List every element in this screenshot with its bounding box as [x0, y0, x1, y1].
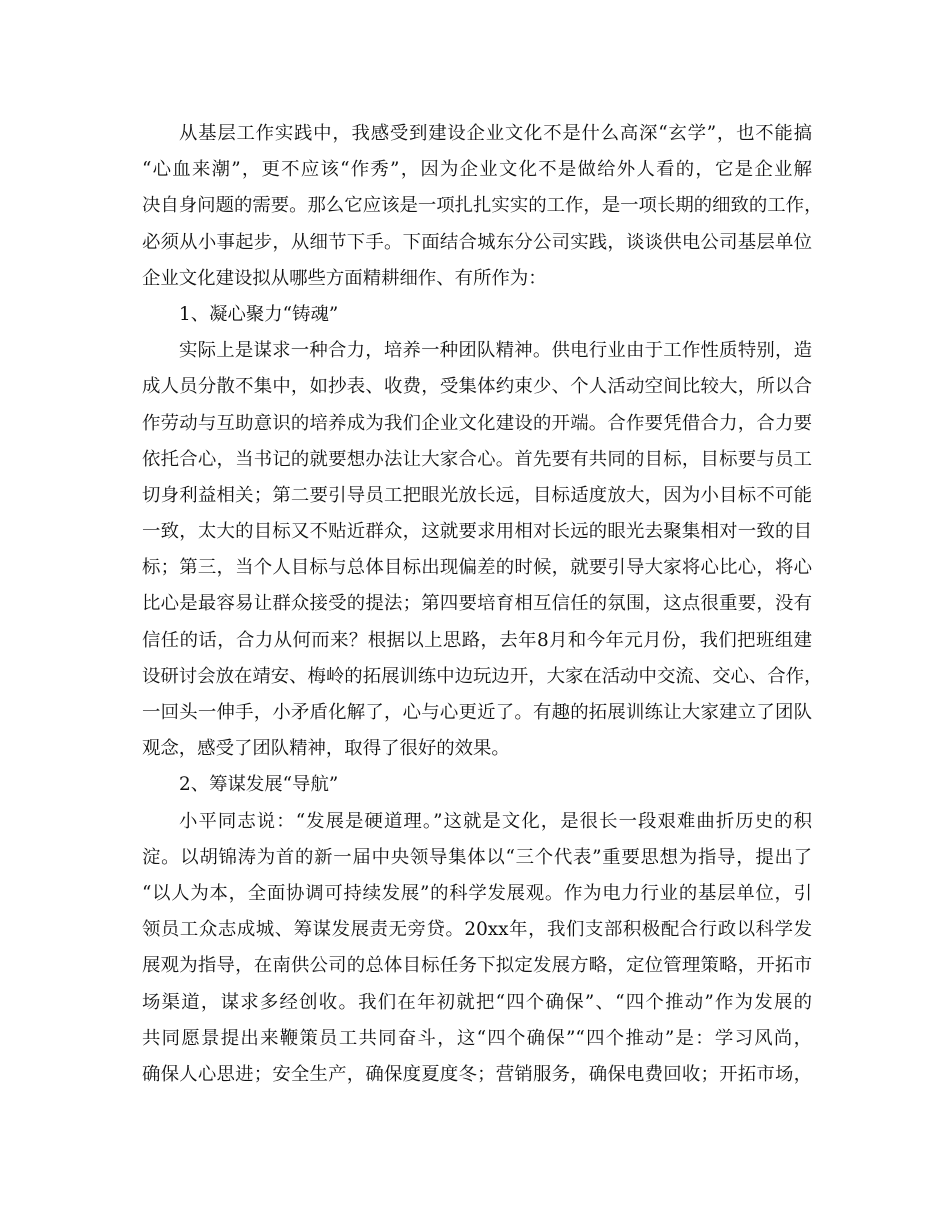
section-heading-1: 1、凝心聚力“铸魂”	[179, 303, 339, 325]
paragraph-line: 决自身问题的需要。那么它应该是一项扎扎实实的工作，是一项长期的细致的工作，	[142, 195, 823, 217]
paragraph-line: 必须从小事起步，从细节下手。下面结合城东分公司实践，谈谈供电公司基层单位	[142, 231, 812, 253]
paragraph-line: 企业文化建设拟从哪些方面精耕细作、有所作为：	[142, 267, 547, 289]
paragraph-line: 实际上是谋求一种合力，培养一种团队精神。供电行业由于工作性质特别，造	[179, 340, 812, 362]
paragraph-line: 场渠道，谋求多经创收。我们在年初就把“四个确保”、“四个推动”作为发展的	[142, 991, 812, 1013]
paragraph-line: “心血来潮”，更不应该“作秀”，因为企业文化不是做给外人看的，它是企业解	[142, 159, 812, 181]
paragraph-line: 共同愿景提出来鞭策员工共同奋斗，这“四个确保”“四个推动”是：学习风尚，	[142, 1027, 812, 1049]
paragraph-line: 信任的话，合力从何而来？根据以上思路，去年8月和今年元月份，我们把班组建	[142, 629, 812, 651]
paragraph-line: 依托合心，当书记的就要想办法让大家合心。首先要有共同的目标，目标要与员工	[142, 448, 812, 470]
paragraph-line: 展观为指导，在南供公司的总体目标任务下拟定发展方略，定位管理策略，开拓市	[142, 955, 812, 977]
paragraph-line: 作劳动与互助意识的培养成为我们企业文化建设的开端。合作要凭借合力，合力要	[142, 412, 812, 434]
paragraph-line: 比心是最容易让群众接受的提法；第四要培育相互信任的氛围，这点很重要，没有	[142, 593, 812, 615]
paragraph-line: 标；第三，当个人目标与总体目标出现偏差的时候，就要引导大家将心比心，将心	[142, 557, 812, 579]
paragraph-line: 淀。以胡锦涛为首的新一届中央领导集体以“三个代表”重要思想为指导，提出了	[142, 846, 812, 868]
paragraph-line: 小平同志说：“发展是硬道理。”这就是文化，是很长一段艰难曲折历史的积	[179, 810, 812, 832]
paragraph-line: 设研讨会放在靖安、梅岭的拓展训练中边玩边开，大家在活动中交流、交心、合作，	[142, 665, 823, 687]
paragraph-line: 从基层工作实践中，我感受到建设企业文化不是什么高深“玄学”，也不能搞	[179, 123, 812, 144]
paragraph-line: “以人为本，全面协调可持续发展”的科学发展观。作为电力行业的基层单位，引	[142, 882, 812, 904]
paragraph-line: 确保人心思进；安全生产，确保度夏度冬；营销服务，确保电费回收；开拓市场，	[142, 1063, 812, 1085]
paragraph-line: 一致，太大的目标又不贴近群众，这就要求用相对长远的眼光去聚集相对一致的目	[142, 521, 812, 543]
document-body	[142, 116, 823, 1093]
section-heading-2: 2、筹谋发展“导航”	[179, 774, 339, 796]
paragraph-line: 领员工众志成城、筹谋发展责无旁贷。20xx年，我们支部积极配合行政以科学发	[142, 919, 812, 941]
paragraph-line: 观念，感受了团队精神，取得了很好的效果。	[142, 738, 510, 760]
paragraph-line: 成人员分散不集中，如抄表、收费，受集体约束少、个人活动空间比较大，所以合	[142, 376, 812, 398]
paragraph-line: 一回头一伸手，小矛盾化解了，心与心更近了。有趣的拓展训练让大家建立了团队	[142, 702, 812, 723]
paragraph-line: 切身利益相关；第二要引导员工把眼光放长远，目标适度放大，因为小目标不可能	[142, 484, 812, 506]
